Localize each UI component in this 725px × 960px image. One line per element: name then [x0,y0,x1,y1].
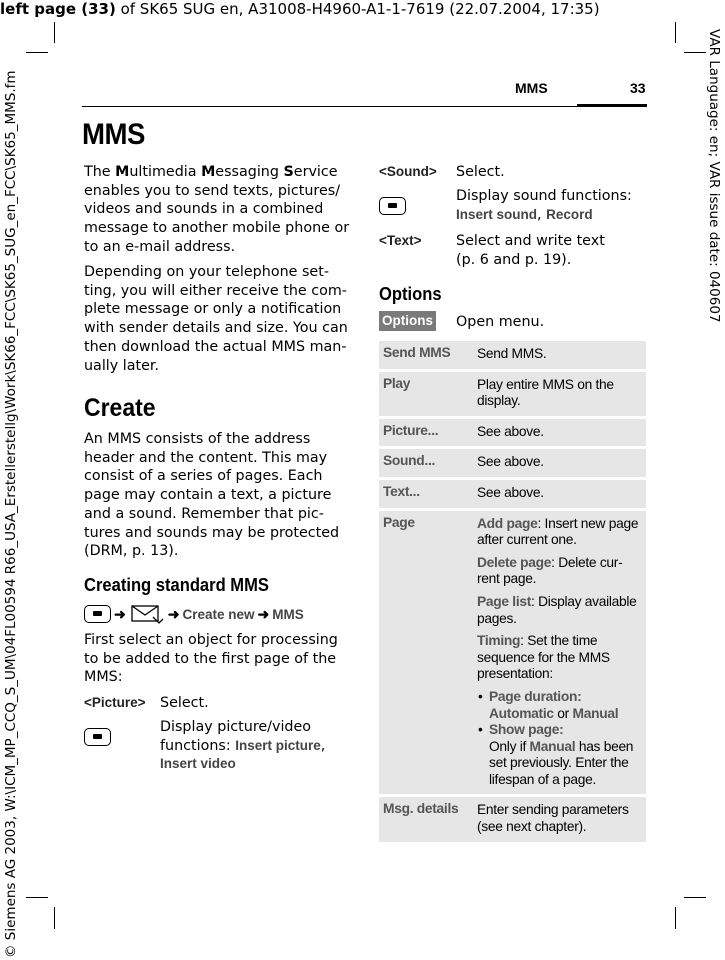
page-title: MMS [82,118,146,151]
options-open-menu: Open menu. [456,314,545,330]
picture-action: Select. [160,695,209,711]
crop-mark [26,52,48,53]
crop-mark [675,907,676,929]
intro-paragraph-2: Depending on your telephone set-ting, you will either receive the com-plete message or only a notification with sender details and size. You can then download the actual MMS man-ually later. [84,264,348,374]
table-row [379,797,646,841]
table-row [379,449,646,477]
intro-paragraph-1: The Multimedia Messaging Service enables you to send texts, pictures/ videos and sounds in a combined message to another mobile phone or to an e-mail address. [84,164,350,255]
sound-tag: <Sound> [379,164,437,179]
option-key: Msg. details [379,797,473,841]
header-rule-accent [577,104,647,107]
picture-functions: Display picture/video functions: Insert picture, Insert video [160,719,326,772]
create-paragraph: An MMS consists of the address header and the content. This may consist of a series of pages. Each page may contain a text, a picture and a sound. Remember that pic-tures and sounds may be protected (DRM, p. 13). [84,431,340,560]
option-value: See above. [473,449,646,477]
page-number: 33 [630,80,646,96]
select-object-paragraph: First select an object for processing to be added to the first page of the MMS: [84,632,338,686]
crop-mark [26,897,48,898]
softkey-icon [84,605,111,623]
picture-tag: <Picture> [84,695,146,710]
option-key: Picture... [379,419,473,447]
options-softkey[interactable]: Options [379,311,436,331]
creating-standard-heading: Creating standard MMS [84,575,269,595]
crop-mark [684,897,706,898]
table-row [379,480,646,508]
nav-mms: MMS [272,606,304,622]
arrow-icon: ➜ [167,605,180,622]
sound-action: Select. [456,164,505,180]
option-value: See above. [473,480,646,508]
table-row [379,341,646,369]
arrow-icon: ➜ [114,605,126,622]
option-key: Play [379,372,473,416]
option-value: Play entire MMS on the display. [473,372,646,416]
nav-create-new: Create new [182,606,255,622]
option-value: Send MMS. [473,341,646,369]
option-key: Sound... [379,449,473,477]
running-head-section: MMS [515,80,548,96]
var-language-sidebar: VAR Language: en; VAR issue date: 040607 [706,29,722,323]
option-value: See above. [473,419,646,447]
option-key: Text... [379,480,473,508]
crop-mark [54,22,55,43]
options-table [379,338,646,845]
sound-softkey-icon [379,195,406,215]
message-envelope-icon [129,603,165,625]
option-key: Send MMS [379,341,473,369]
print-header-title: left page (33) [0,0,116,18]
sound-functions: Display sound functions: Insert sound, Record [456,188,632,223]
print-header [0,0,600,18]
header-rule [82,106,647,107]
picture-softkey-icon [84,726,111,746]
menu-path [84,603,304,625]
create-heading: Create [84,394,156,422]
crop-mark [684,52,706,53]
option-key: Page [379,511,473,795]
options-heading: Options [379,284,442,304]
text-action: Select and write text (p. 6 and p. 19). [456,233,605,268]
arrow-icon: ➜ [257,605,270,622]
table-row [379,372,646,416]
table-row [379,511,646,795]
text-tag: <Text> [379,233,422,248]
option-value: Add page: Insert new page after current one. Delete page: Delete cur-rent page. Page list: Display available pages. Timing: Set the time sequence for the MMS presentation: • Page duration: Automatic or Manual • Show page: Only if Manual has been set previously. Enter the lifespan of a page. [473,511,646,795]
crop-mark [54,907,55,929]
copyright-sidebar: © Siemens AG 2003, W:\ICM_MP_CCQ_S_UM\04FL00594 R66_USA_Erstellerstellg\Work\SK66_FCC\SK65_SUG_en_FCC\SK65_MMS.fm [3,70,19,958]
crop-mark [675,22,676,43]
option-value: Enter sending parameters (see next chapter). [473,797,646,841]
table-row [379,419,646,447]
print-header-rest: of SK65 SUG en, A31008-H4960-A1-1-7619 (22.07.2004, 17:35) [115,0,600,18]
